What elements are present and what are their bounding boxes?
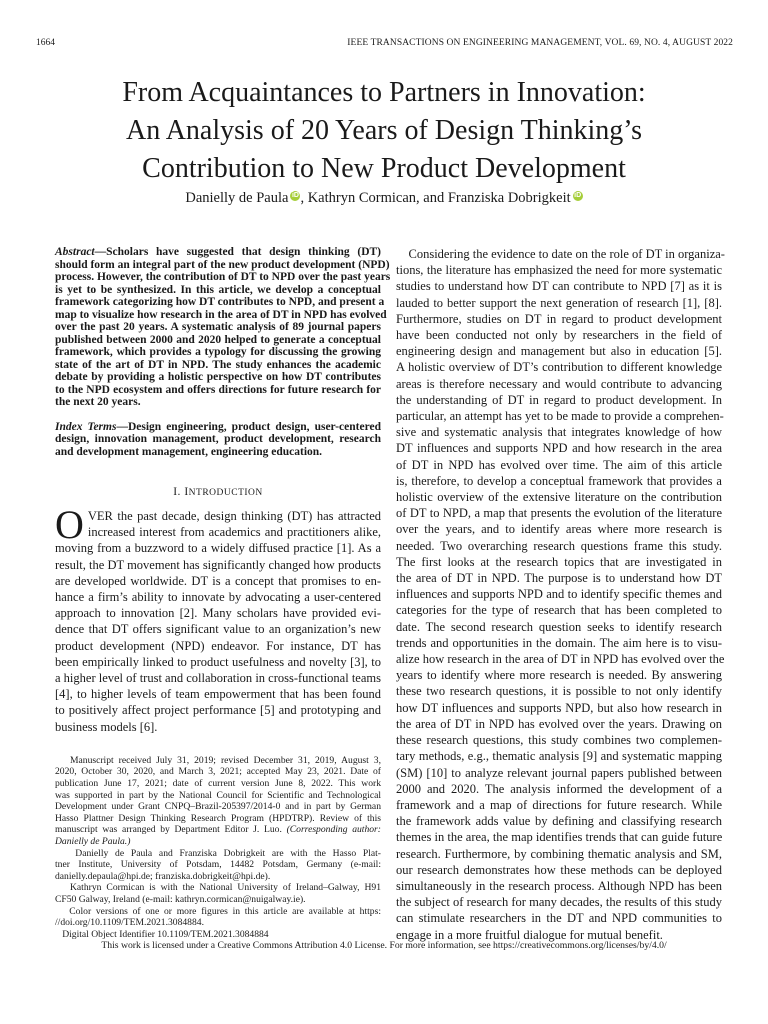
body-line: dence that DT offers significant value to an organization’s new [55,622,381,637]
body-line: have been conducted not only by researchers in the field of [396,328,722,343]
license-notice: This work is licensed under a Creative Commons Attribution 4.0 License. For more information, see https://creativecommons.org/licenses/by/4.0/ [101,940,667,951]
page-number: 1664 [36,38,55,48]
footnote-line: Development under Grant CNPQ–Brazil-205397/2014-0 and in part by German [55,801,381,813]
body-line: [4], to higher levels of team empowerment that has been found [55,687,381,702]
abstract-line: published between 2000 and 2020 helped to generate a conceptual [55,333,381,346]
body-line: approach to innovation [2]. Many scholars have provided evi- [55,606,381,621]
author-names-rest: , Kathryn Cormican, and Franziska Dobrigkeit [300,190,571,206]
abstract-line: to the NPD ecosystem and offers directions for future research for [55,383,381,396]
body-line: increased interest from academics and practitioners alike, [87,525,381,540]
section-first-letter: I [184,486,189,498]
abstract-line [55,246,381,259]
abstract-line: over the past 20 years. A systematic analysis of 89 journal papers [55,321,381,333]
index-terms-line [55,421,381,434]
abstract-line: process. However, the contribution of DT to NPD over the past years [55,271,391,283]
body-line: framework and a map of directions for future research. While [396,797,722,812]
footnote-line: Hasso Plattner Design Thinking Research Program (HPDTRP). Review of this [55,812,381,824]
body-line: hance a firm’s ability to innovate by advocating a user-centered [55,590,381,605]
body-line: the area of DT in NPD. The purpose is to understand how DT [396,571,722,586]
body-line: Furthermore, studies on DT in regard to product development [396,311,722,326]
body-line: been empirically linked to product usefulness and novelty [3], to [55,654,381,669]
body-line: areas is therefore necessary and would contribute to advancing [396,376,722,391]
body-line: these two research questions, it is possible to not only identify [396,684,722,699]
index-terms [55,421,381,459]
body-line: a higher level of trust and collaboration in cross-functional teams [55,671,381,686]
title-line: Contribution to New Product Development [142,153,626,184]
orcid-icon[interactable]: iD [574,192,582,199]
body-line: tions, the literature has emphasized the need for more systematic [396,263,722,278]
footnote-line [55,755,381,767]
paper-title [40,74,728,188]
section-title: NTRODUCTION [188,488,263,498]
body-line: the area of DT in NPD has evolved over the years. Drawing on [396,716,722,731]
author-list [40,190,728,207]
abstract-line: should form an integral part of the new product development (NPD) [55,258,390,271]
body-line: business models [6]. [55,719,158,734]
body-line: of DT to NPD, a map that presents the evolution of the literature [396,506,722,521]
footnote-line [55,906,381,918]
body-line: needed. Two overarching research questions frame this study. [396,538,722,553]
footnote-line: was supported in part by the National Council for Scientific and Technological [55,789,381,801]
body-line: of DT in NPD has evolved over time. The aim of this article [396,457,722,472]
body-line: our research demonstrates how these methods can be deployed [396,862,722,877]
author-name: Danielly de Paula [185,190,289,206]
corresponding-author-label: (Corresponding author: [286,824,381,836]
right-column [396,246,725,943]
footnote-line [55,824,381,836]
corresponding-author-name: Danielly de Paula.) [55,836,131,847]
body-line: sive and systematic analysis that integrates knowledge of how [396,425,722,440]
title-line: An Analysis of 20 Years of Design Thinking’s [126,115,642,146]
footnote-line: publication June 17, 2021; date of current version June 8, 2022. This work [55,778,381,790]
body-text: Considering the evidence to date on the role of DT in organiza- [408,247,725,261]
doi-text: Digital Object Identifier 10.1109/TEM.2021.3084884 [62,928,269,940]
footnote-text: Color versions of one or more figures in this article are available at https: [69,905,381,917]
body-line: is, therefore, to develop a conceptual framework that provides a [396,473,722,488]
body-line: The first looks at the research topics that are investigated in [396,554,722,569]
body-line: the understanding of DT in regard to product development. In [396,392,722,407]
abstract-line: is yet to be synthesized. In this article, we develop a conceptual [55,283,381,296]
body-line: engage in a more fruitful dialogue for mutual benefit. [396,927,663,942]
body-line: lauded to better support the next generation of research [1], [8]. [396,295,722,310]
footnote-line: tner Institute, University of Potsdam, 14482 Potsdam, Germany (e-mail: [55,859,381,871]
body-line: date. The second research question seeks to identify research [396,619,722,634]
footnote-line [55,836,381,848]
body-line: over the years, and to identify areas where more research is [396,522,722,537]
body-line: alize how research in the area of DT in NPD has evolved over the [396,652,725,667]
body-line: to positively affect project performance [5] and prototyping and [55,703,381,718]
body-line: trends and opportunities in the domain. The aim here is to visu- [396,635,722,650]
body-line: A holistic overview of DT’s contribution to different knowledge [396,360,722,375]
footnote-line [55,848,381,860]
abstract-label: Abstract [55,246,95,258]
footnote-line: CF50 Galway, Ireland (e-mail: kathryn.cormican@nuigalway.ie). [55,893,306,905]
body-line: influences and supports NPD and to identify specific themes and [396,587,722,602]
footnote-line: danielly.depaula@hpi.de; franziska.dobrigkeit@hpi.de). [55,870,271,882]
body-line [396,246,725,262]
abstract-line: map to visualize how research in the area of DT in NPD has evolved [55,308,387,321]
introduction-paragraph [55,502,381,735]
body-line: VER the past decade, design thinking (DT) has attracted [87,509,381,523]
index-terms-line: and development management, engineering education. [55,445,323,458]
orcid-icon[interactable]: iD [291,192,299,199]
footnote-text: Danielly de Paula and Franziska Dobrigkeit are with the Hasso Plat- [75,847,381,859]
footnote-text: manuscript was arranged by Department Editor J. Luo. [55,824,282,836]
abstract-text: —Scholars have suggested that design thinking (DT) [94,246,381,258]
index-terms-line: design, innovation management, product development, research [55,433,381,445]
body-line: years to identify where more research is needed. By answering [396,668,722,683]
footnote-text: Kathryn Cormican is with the National University of Ireland–Galway, H91 [69,882,381,894]
abstract [55,246,391,409]
section-numeral: I. [173,486,185,498]
body-line: these research questions, this study combines two complemen- [396,733,722,748]
footnote-line [55,882,381,894]
index-terms-label: Index Terms [55,420,117,433]
footnote-line [55,929,381,941]
body-line: simultaneously in the research process. Although NPD has been [396,878,722,893]
body-line: how DT influences and supports NPD, but also how research in [396,700,722,715]
body-line: tary methods, e.g., thematic analysis [9] and systematic mapping [396,749,722,764]
abstract-line: state of the art of DT in NPD. The study enhances the academic [55,358,381,371]
body-line: particular, an attempt has yet to be made to provide a comprehen- [396,409,724,424]
body-line: can stimulate researchers in the DT and NPD communities to [396,911,722,926]
body-line: themes in the area, the map identifies trends that can guide future [396,830,723,845]
body-line: product development (NPD) endeavor. For instance, DT has [55,638,381,653]
index-terms-text: —Design engineering, product design, user-centered [116,420,381,433]
body-line: holistic overview of the extensive literature on the contribution [396,490,722,505]
left-column [55,246,391,940]
body-line: moving from a buzzword to a widely diffused practice [1]. As a [55,541,381,556]
abstract-line: the next 20 years. [55,396,141,408]
title-line: From Acquaintances to Partners in Innovation: [122,77,646,108]
footnotes [55,755,381,941]
abstract-line: framework categorizing how DT contributes to NPD, and present a [55,296,385,308]
abstract-line: debate by providing a holistic perspective on how DT contributes [55,371,381,383]
body-line: 2000 and 2020. The analysis informed the development of a [396,781,722,796]
body-line: (SM) [10] to analyze relevant journal papers published between [396,765,722,780]
abstract-line: framework, which provides a typology for discussing the growing [55,346,381,358]
footnote-line: 2020, October 30, 2020, and March 3, 2021; accepted May 23, 2021. Date of [55,766,381,778]
drop-cap: O [55,502,84,547]
footnote-text: Manuscript received July 31, 2019; revised December 31, 2019, August 3, [69,754,381,766]
footnote-line: //doi.org/10.1109/TEM.2021.3084884. [55,917,204,929]
section-heading [55,486,381,498]
body-line: research. Furthermore, by combining thematic analysis and SM, [396,846,722,861]
body-line: the subject of research for many decades, the results of this study [396,895,722,910]
running-head: IEEE TRANSACTIONS ON ENGINEERING MANAGEMENT, VOL. 69, NO. 4, AUGUST 2022 [347,38,733,48]
body-line: studies to understand how DT can contribute to NPD [7] as it is [396,279,722,294]
body-line: are developed worldwide. DT is a concept that promises to en- [55,573,381,588]
body-line: result, the DT movement has significantly changed how products [55,557,381,572]
body-line: engineering design and management but also in education [5]. [396,344,722,359]
body-line: the framework adds value by defining and classifying research [396,814,722,829]
body-line: categories for the type of research that has been completed to [396,603,722,618]
body-line: DT influences and supports NPD and how research in the area [396,441,722,456]
